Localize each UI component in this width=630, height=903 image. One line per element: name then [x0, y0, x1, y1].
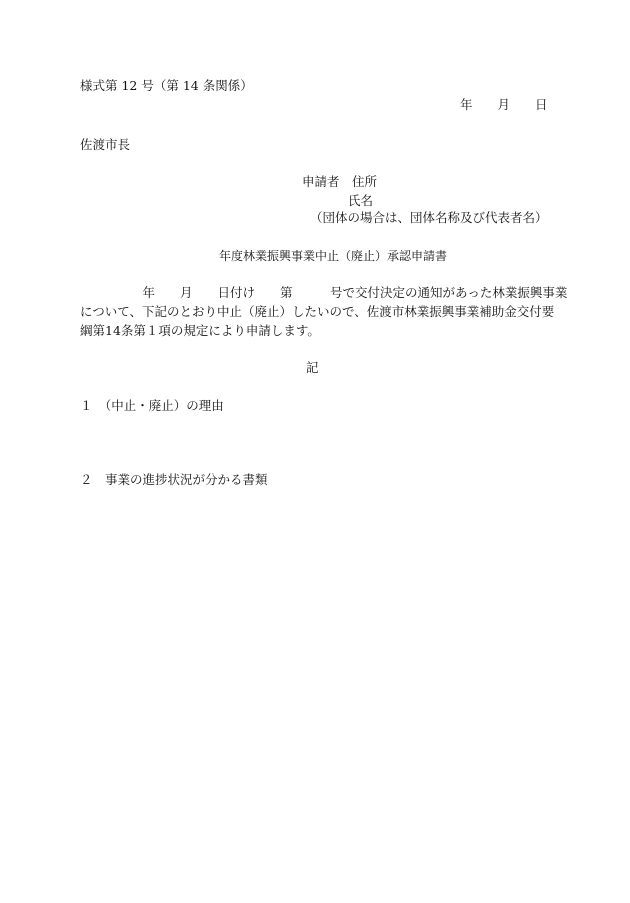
- applicant-name-label: 氏名: [348, 193, 374, 208]
- addressee: 佐渡市長: [80, 137, 131, 152]
- item-progress-documents: ２ 事業の進捗状況が分かる書類: [80, 472, 268, 487]
- body-text-line: について、下記のとおり中止（廃止）したいので、佐渡市林業振興事業補助金交付要: [80, 304, 555, 319]
- ki-heading: 記: [306, 360, 319, 375]
- body-text-line: 年 月 日付け 第 号で交付決定の通知があった林業振興事業: [80, 285, 568, 300]
- applicant-address-label: 申請者 住所: [302, 174, 378, 189]
- body-text-line: 綱第14条第１項の規定により申請します。: [80, 323, 320, 338]
- date-line: 年 月 日: [460, 97, 548, 112]
- document-title: 年度林業振興事業中止（廃止）承認申請書: [219, 249, 448, 263]
- applicant-note: （団体の場合は、団体名称及び代表者名）: [310, 210, 548, 225]
- item-reason: １ （中止・廃止）の理由: [80, 398, 224, 413]
- form-number: 様式第 12 号（第 14 条関係）: [80, 78, 253, 93]
